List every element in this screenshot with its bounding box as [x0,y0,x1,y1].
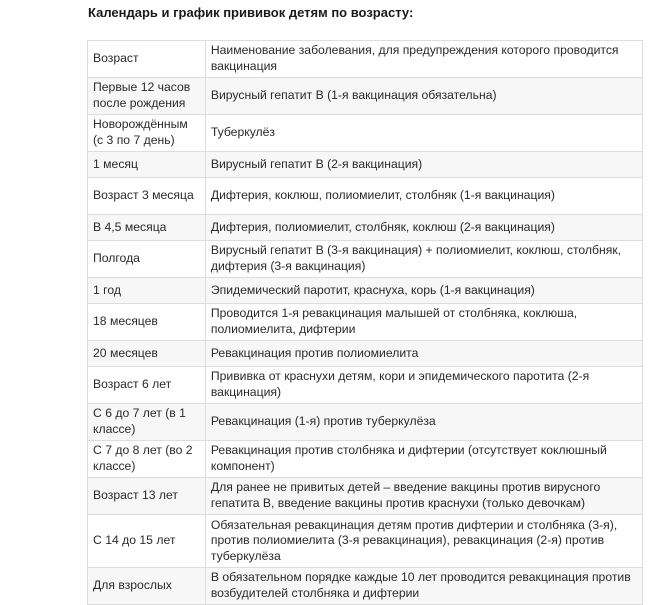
disease-cell: Дифтерия, коклюш, полиомиелит, столбняк (1-я вакцинация) [205,178,642,215]
age-cell: С 7 до 8 лет (во 2 классе) [88,441,206,478]
age-cell: 20 месяцев [88,341,206,367]
age-cell: Для взрослых [88,568,206,605]
table-row [88,278,643,304]
disease-cell: Ревакцинация против полиомиелита [205,341,642,367]
table-row [88,152,643,178]
table-row [88,178,643,215]
disease-cell: В обязательном порядке каждые 10 лет проводится ревакцинация против возбудителей столбняка и дифтерии [205,568,642,605]
table-row [88,304,643,341]
disease-cell: Вирусный гепатит В (3-я вакцинация) + полиомиелит, коклюш, столбняк, дифтерия (3-я вакцинация) [205,241,642,278]
page-title: Календарь и график прививок детям по возрасту: [88,5,414,20]
table-header-row [88,41,643,78]
age-cell: С 6 до 7 лет (в 1 классе) [88,404,206,441]
age-column-header: Возраст [88,41,206,78]
age-cell: С 14 до 15 лет [88,515,206,568]
table-row [88,215,643,241]
disease-cell: Вирусный гепатит В (1-я вакцинация обязательна) [205,78,642,115]
disease-cell: Эпидемический паротит, краснуха, корь (1-я вакцинация) [205,278,642,304]
age-cell: 18 месяцев [88,304,206,341]
age-cell: 1 месяц [88,152,206,178]
age-cell: 1 год [88,278,206,304]
age-cell: Первые 12 часов после рождения [88,78,206,115]
age-cell: Полгода [88,241,206,278]
table-row [88,441,643,478]
disease-cell: Обязательная ревакцинация детям против дифтерии и столбняка (3-я), против полиомиелита (3-я ревакцинация), ревакцинация (2-я) против туберкулёза [205,515,642,568]
table-row [88,78,643,115]
table-row [88,515,643,568]
disease-cell: Вирусный гепатит В (2-я вакцинация) [205,152,642,178]
disease-cell: Ревакцинация (1-я) против туберкулёза [205,404,642,441]
vaccination-schedule-table [87,40,643,605]
disease-cell: Прививка от краснухи детям, кори и эпидемического паротита (2-я вакцинация) [205,367,642,404]
table-row [88,241,643,278]
disease-cell: Проводится 1-я ревакцинация малышей от столбняка, коклюша, полиомиелита, дифтерии [205,304,642,341]
disease-column-header: Наименование заболевания, для предупреждения которого проводится вакцинация [205,41,642,78]
age-cell: Новорождённым (с 3 по 7 день) [88,115,206,152]
disease-cell: Туберкулёз [205,115,642,152]
disease-cell: Дифтерия, полиомиелит, столбняк, коклюш (2-я вакцинация) [205,215,642,241]
age-cell: В 4,5 месяца [88,215,206,241]
table-row [88,367,643,404]
table-row [88,341,643,367]
table-row [88,568,643,605]
disease-cell: Для ранее не привитых детей – введение вакцины против вирусного гепатита В, введение вакцины против краснухи (только девочкам) [205,478,642,515]
disease-cell: Ревакцинация против столбняка и дифтерии (отсутствует коклюшный компонент) [205,441,642,478]
age-cell: Возраст 6 лет [88,367,206,404]
table-row [88,115,643,152]
age-cell: Возраст 13 лет [88,478,206,515]
table-row [88,404,643,441]
table-row [88,478,643,515]
age-cell: Возраст 3 месяца [88,178,206,215]
